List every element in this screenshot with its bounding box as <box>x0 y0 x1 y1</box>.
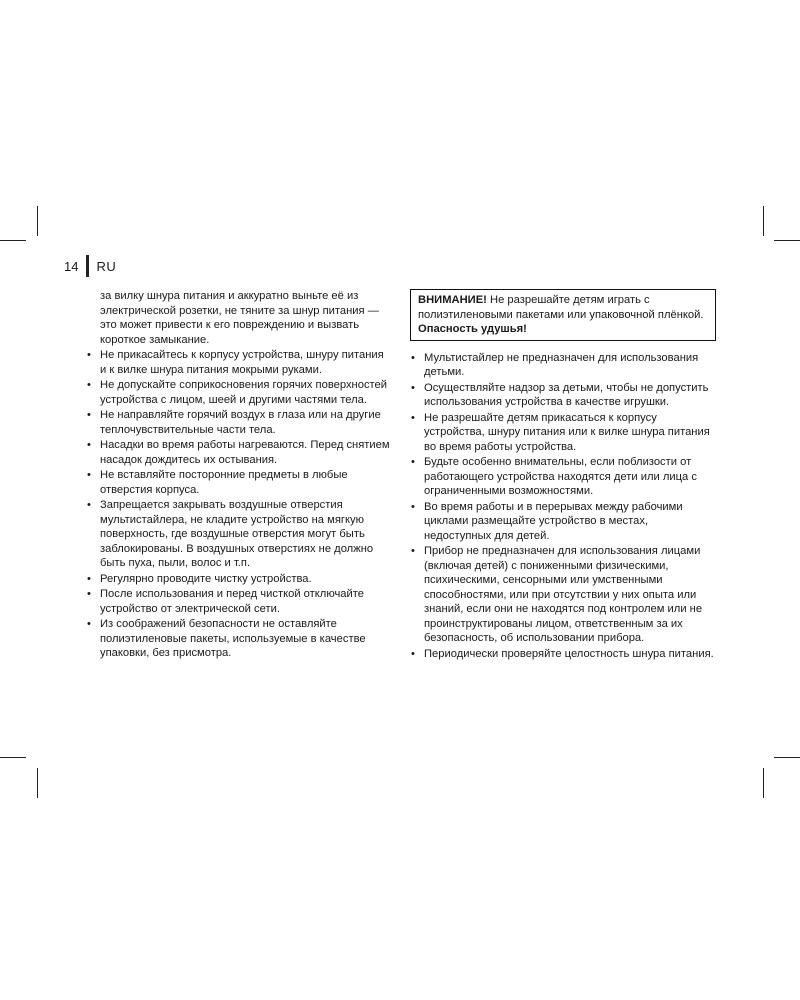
crop-mark <box>774 240 800 241</box>
list-item: • Не допускайте соприкосновения горячих поверхностей устройства с лицом, шеей и другими частями тела. <box>87 379 388 406</box>
list-item: • Не прикасайтесь к корпусу устройства, шнуру питания и к вилке шнура питания мокрыми руками. <box>87 349 384 376</box>
list-item: • Из соображений безопасности не оставляйте полиэтиленовые пакеты, используемые в качестве упаковки, без присмотра. <box>87 618 366 659</box>
list-item: • Не разрешайте детям прикасаться к корпусу устройства, шнуру питания или к вилке шнура питания во время работы устройства. <box>411 411 710 453</box>
crop-mark <box>763 768 764 798</box>
warning-box <box>410 289 716 341</box>
warning-label: ВНИМАНИЕ! <box>418 294 487 306</box>
page-number: 14 <box>64 258 79 274</box>
crop-mark <box>37 768 38 798</box>
intro-text: за вилку шнура питания и аккуратно выньте её из электрической розетки, не тяните за шнур питания — это может привести к его повреждению и вызвать короткое замыкание. <box>100 290 379 346</box>
crop-mark <box>37 206 38 236</box>
list-item: • Не вставляйте посторонние предметы в любые отверстия корпуса. <box>87 469 348 496</box>
list-item: • Осуществляйте надзор за детьми, чтобы не допустить использования устройства в качестве игрушки. <box>411 381 709 408</box>
warning-text: Не разрешайте детям играть с полиэтиленовыми пакетами или упаковочной плёнкой. <box>418 294 704 321</box>
warning-emphasis: Опасность удушья! <box>418 323 527 335</box>
list-item: • После использования и перед чисткой отключайте устройство от электрической сети. <box>87 588 364 615</box>
crop-mark <box>763 206 764 236</box>
safety-list-left <box>86 348 392 661</box>
crop-mark <box>774 757 800 758</box>
list-item: • Насадки во время работы нагреваются. Перед снятием насадок дождитесь их остывания. <box>87 439 390 466</box>
list-item: • Будьте особенно внимательны, если поблизости от работающего устройства находятся дети или лица с ограниченными возможностями. <box>411 456 697 497</box>
list-item: • Прибор не предназначен для использования лицами (включая детей) с пониженными физическими, психическими, сенсорными или умственными способностями, или при отсутствии у них опыта или знаний, если они не находятся под контролем или не проинструктированы лицом, ответственным за их безопасность, об использовании прибора. <box>411 545 703 644</box>
crop-mark <box>0 240 26 241</box>
language-label: RU <box>96 258 117 274</box>
list-item: • Не направляйте горячий воздух в глаза или на другие теплочувствительные части тела. <box>87 409 381 436</box>
header-divider <box>86 255 89 277</box>
list-item: • Запрещается закрывать воздушные отверстия мультистайлера, не кладите устройство на мягкую поверхность, где воздушные отверстия могут быть заблокированы. В воздушных отверстиях не должно быть пуха, пыли, волос и т.п. <box>87 499 374 569</box>
right-column <box>410 289 716 662</box>
list-item: • Регулярно проводите чистку устройства. <box>87 572 312 585</box>
list-item: • Периодически проверяйте целостность шнура питания. <box>411 647 714 660</box>
list-item: • Во время работы и в перерывах между рабочими циклами размещайте устройство в местах, недоступных для детей. <box>411 500 683 542</box>
safety-list-right <box>410 351 716 662</box>
left-column <box>86 289 392 662</box>
page-header <box>64 256 116 276</box>
crop-mark <box>0 757 26 758</box>
list-item: • Мультистайлер не предназначен для использования детьми. <box>411 351 699 378</box>
